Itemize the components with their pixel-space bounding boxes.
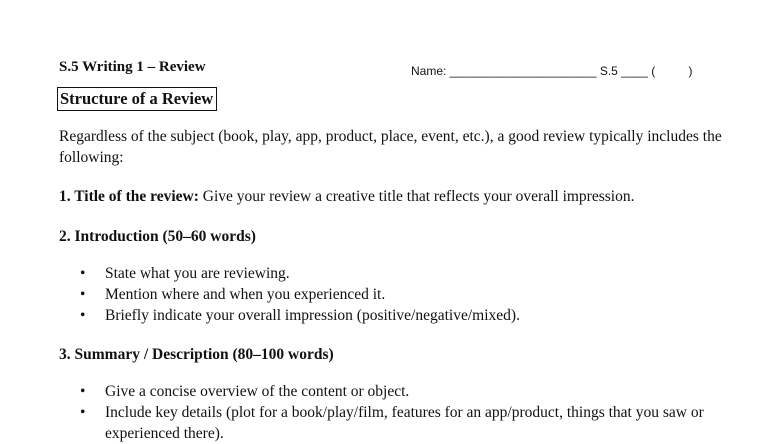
worksheet-title: S.5 Writing 1 – Review: [59, 59, 206, 75]
list-item-text: State what you are reviewing.: [105, 265, 290, 282]
list-item-text: Include key details (plot for a book/play/film, features for an app/product, things that you saw or experienced there).: [105, 404, 704, 442]
list-item: [0, 263, 745, 284]
intro-paragraph: Regardless of the subject (book, play, app, product, place, event, etc.), a good review typically includes the following:: [59, 128, 722, 166]
list-item-text: Give a concise overview of the content or object.: [105, 383, 410, 400]
name-class-field: Name: ______________________ S.5 ____ ( ): [411, 64, 693, 78]
list-item: [0, 305, 745, 326]
bullet-icon: •: [80, 265, 86, 282]
list-item-text: Mention where and when you experienced it.: [105, 286, 386, 303]
section-3-heading: 3. Summary / Description (80–100 words): [59, 346, 334, 363]
section-2-bullet-list: [0, 263, 745, 326]
list-item: [0, 284, 745, 305]
bullet-icon: •: [80, 383, 86, 400]
bullet-icon: •: [80, 404, 86, 421]
list-item: [0, 381, 745, 402]
list-item: [0, 402, 745, 444]
section-1-description: Give your review a creative title that reflects your overall impression.: [198, 188, 635, 205]
bullet-icon: •: [80, 307, 86, 324]
section-1-title-of-review: [59, 186, 634, 207]
list-item-text: Briefly indicate your overall impression (positive/negative/mixed).: [105, 307, 520, 324]
section-2-heading: 2. Introduction (50–60 words): [59, 228, 256, 245]
section-3-bullet-list: [0, 381, 745, 444]
section-1-label: 1. Title of the review:: [59, 188, 199, 205]
document-heading: Structure of a Review: [57, 87, 217, 111]
bullet-icon: •: [80, 286, 86, 303]
